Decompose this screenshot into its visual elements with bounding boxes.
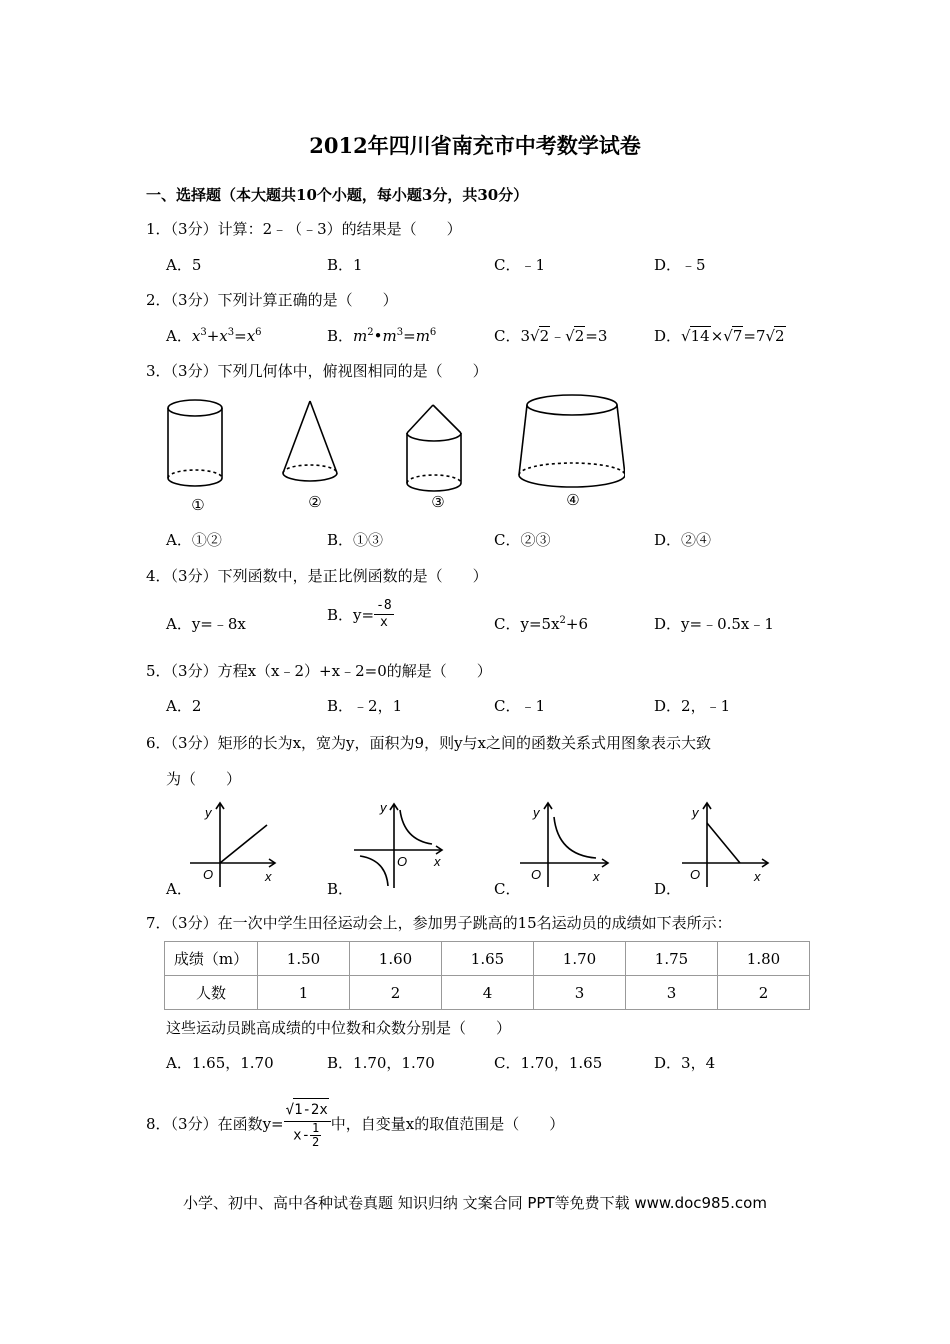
graph-d [680,795,780,890]
option-d: D．y=﹣0.5x﹣1 [654,615,774,633]
table-header-cell: 人数 [165,976,258,1010]
table-cell: 3 [534,976,626,1010]
svg-text:x: x [593,869,600,884]
frustum-shape [519,395,625,487]
option-d: D．②④ [654,531,712,549]
option-c: C． [494,880,521,898]
option-b: B．﹣2，1 [327,697,403,715]
option-c: C．3√2﹣√2=3 [494,327,608,345]
question-5-stem: 5．（3分）方程x（x﹣2）+x﹣2=0的解是（ ） [146,662,492,680]
option-b: B． [327,880,354,898]
option-c: C．﹣1 [494,697,546,715]
option-b: B．1 [327,256,363,274]
svg-text:x: x [754,869,761,884]
svg-text:O: O [690,867,701,882]
question-3-stem: 3．（3分）下列几何体中，俯视图相同的是（ ） [146,362,488,380]
question-3-solids-figure [155,393,625,518]
q8-fraction: √1-2x x- $\frac{1}{2}$ [284,1098,331,1149]
table-cell: 1.75 [626,942,718,976]
option-d: D．﹣5 [654,256,706,274]
option-a: A．$x^3+x^3=x^6$ [166,327,262,345]
question-6-stem-line2: 为（ ） [166,770,242,788]
question-8-stem: 8．（3分）在函数y= √1-2x x- $\frac{1}{2}$ 中，自变量x的取值范围是（ ） [146,1090,564,1156]
option-d: D．√14×√7=7√2 [654,327,785,345]
option-d: D． [654,880,682,898]
svg-text:x: x [265,869,272,884]
option-b: B．1.70，1.70 [327,1054,435,1072]
figure-label-2: ② [308,493,322,511]
option-a: A．①② [166,531,222,549]
svg-text:y: y [380,800,387,815]
option-b: B．y= $\frac{-8}{x}$ [327,598,392,630]
cone-on-cylinder-shape [407,405,461,491]
option-c: C．1.70，1.65 [494,1054,603,1072]
table-cell: 1.70 [534,942,626,976]
figure-label-4: ④ [566,491,580,509]
option-a: A．y=﹣8x [166,615,246,633]
option-a: A． [166,880,192,898]
section-heading: 一、选择题（本大题共10个小题，每小题3分，共30分） [146,186,529,204]
option-a: A．2 [166,697,202,715]
scores-table [164,941,810,1010]
option-d: D．3，4 [654,1054,716,1072]
table-cell: 3 [626,976,718,1010]
table-cell: 1.50 [258,942,350,976]
option-a: A．5 [166,256,202,274]
svg-text:x: x [434,854,441,869]
svg-text:y: y [533,805,540,820]
question-2-stem: 2．（3分）下列计算正确的是（ ） [146,291,398,309]
question-6-stem-line1: 6．（3分）矩形的长为x，宽为y，面积为9，则y与x之间的函数关系式用图象表示大致 [146,734,712,752]
figure-label-3: ③ [431,493,445,511]
cone-shape [283,401,337,481]
question-7-question: 这些运动员跳高成绩的中位数和众数分别是（ ） [166,1019,512,1037]
table-cell: 1.60 [350,942,442,976]
table-cell: 2 [718,976,810,1010]
question-7-stem: 7．（3分）在一次中学生田径运动会上，参加男子跳高的15名运动员的成绩如下表所示： [146,914,732,932]
table-cell: 1 [258,976,350,1010]
svg-text:y: y [692,805,699,820]
figure-label-1: ① [191,496,205,514]
question-4-stem: 4．（3分）下列函数中，是正比例函数的是（ ） [146,567,488,585]
cylinder-shape [168,400,222,486]
graph-b [352,792,452,892]
svg-text:O: O [531,867,542,882]
page-footer: 小学、初中、高中各种试卷真题 知识归纳 文案合同 PPT等免费下载 www.doc985.com [183,1194,767,1212]
table-cell: 2 [350,976,442,1010]
svg-text:O: O [203,867,214,882]
graph-c [518,795,618,890]
question-1-stem: 1．（3分）计算：2﹣（﹣3）的结果是（ ） [146,220,462,238]
option-b: B．$m^2•m^3=m^6$ [327,327,437,345]
page-title: 2012年四川省南充市中考数学试卷 [309,133,641,158]
option-a: A．1.65，1.70 [166,1054,274,1072]
svg-text:y: y [205,805,212,820]
table-row [165,976,810,1010]
option-c: C．②③ [494,531,551,549]
table-cell: 4 [442,976,534,1010]
svg-text:O: O [397,854,408,869]
option-c: C．$y=5x^2+6$ [494,615,589,633]
table-row [165,942,810,976]
option-b: B．①③ [327,531,384,549]
table-header-cell: 成绩（m） [165,942,258,976]
graph-a [185,795,285,890]
table-cell: 1.80 [718,942,810,976]
option-c: C．﹣1 [494,256,546,274]
option-d: D．2，﹣1 [654,697,731,715]
table-cell: 1.65 [442,942,534,976]
